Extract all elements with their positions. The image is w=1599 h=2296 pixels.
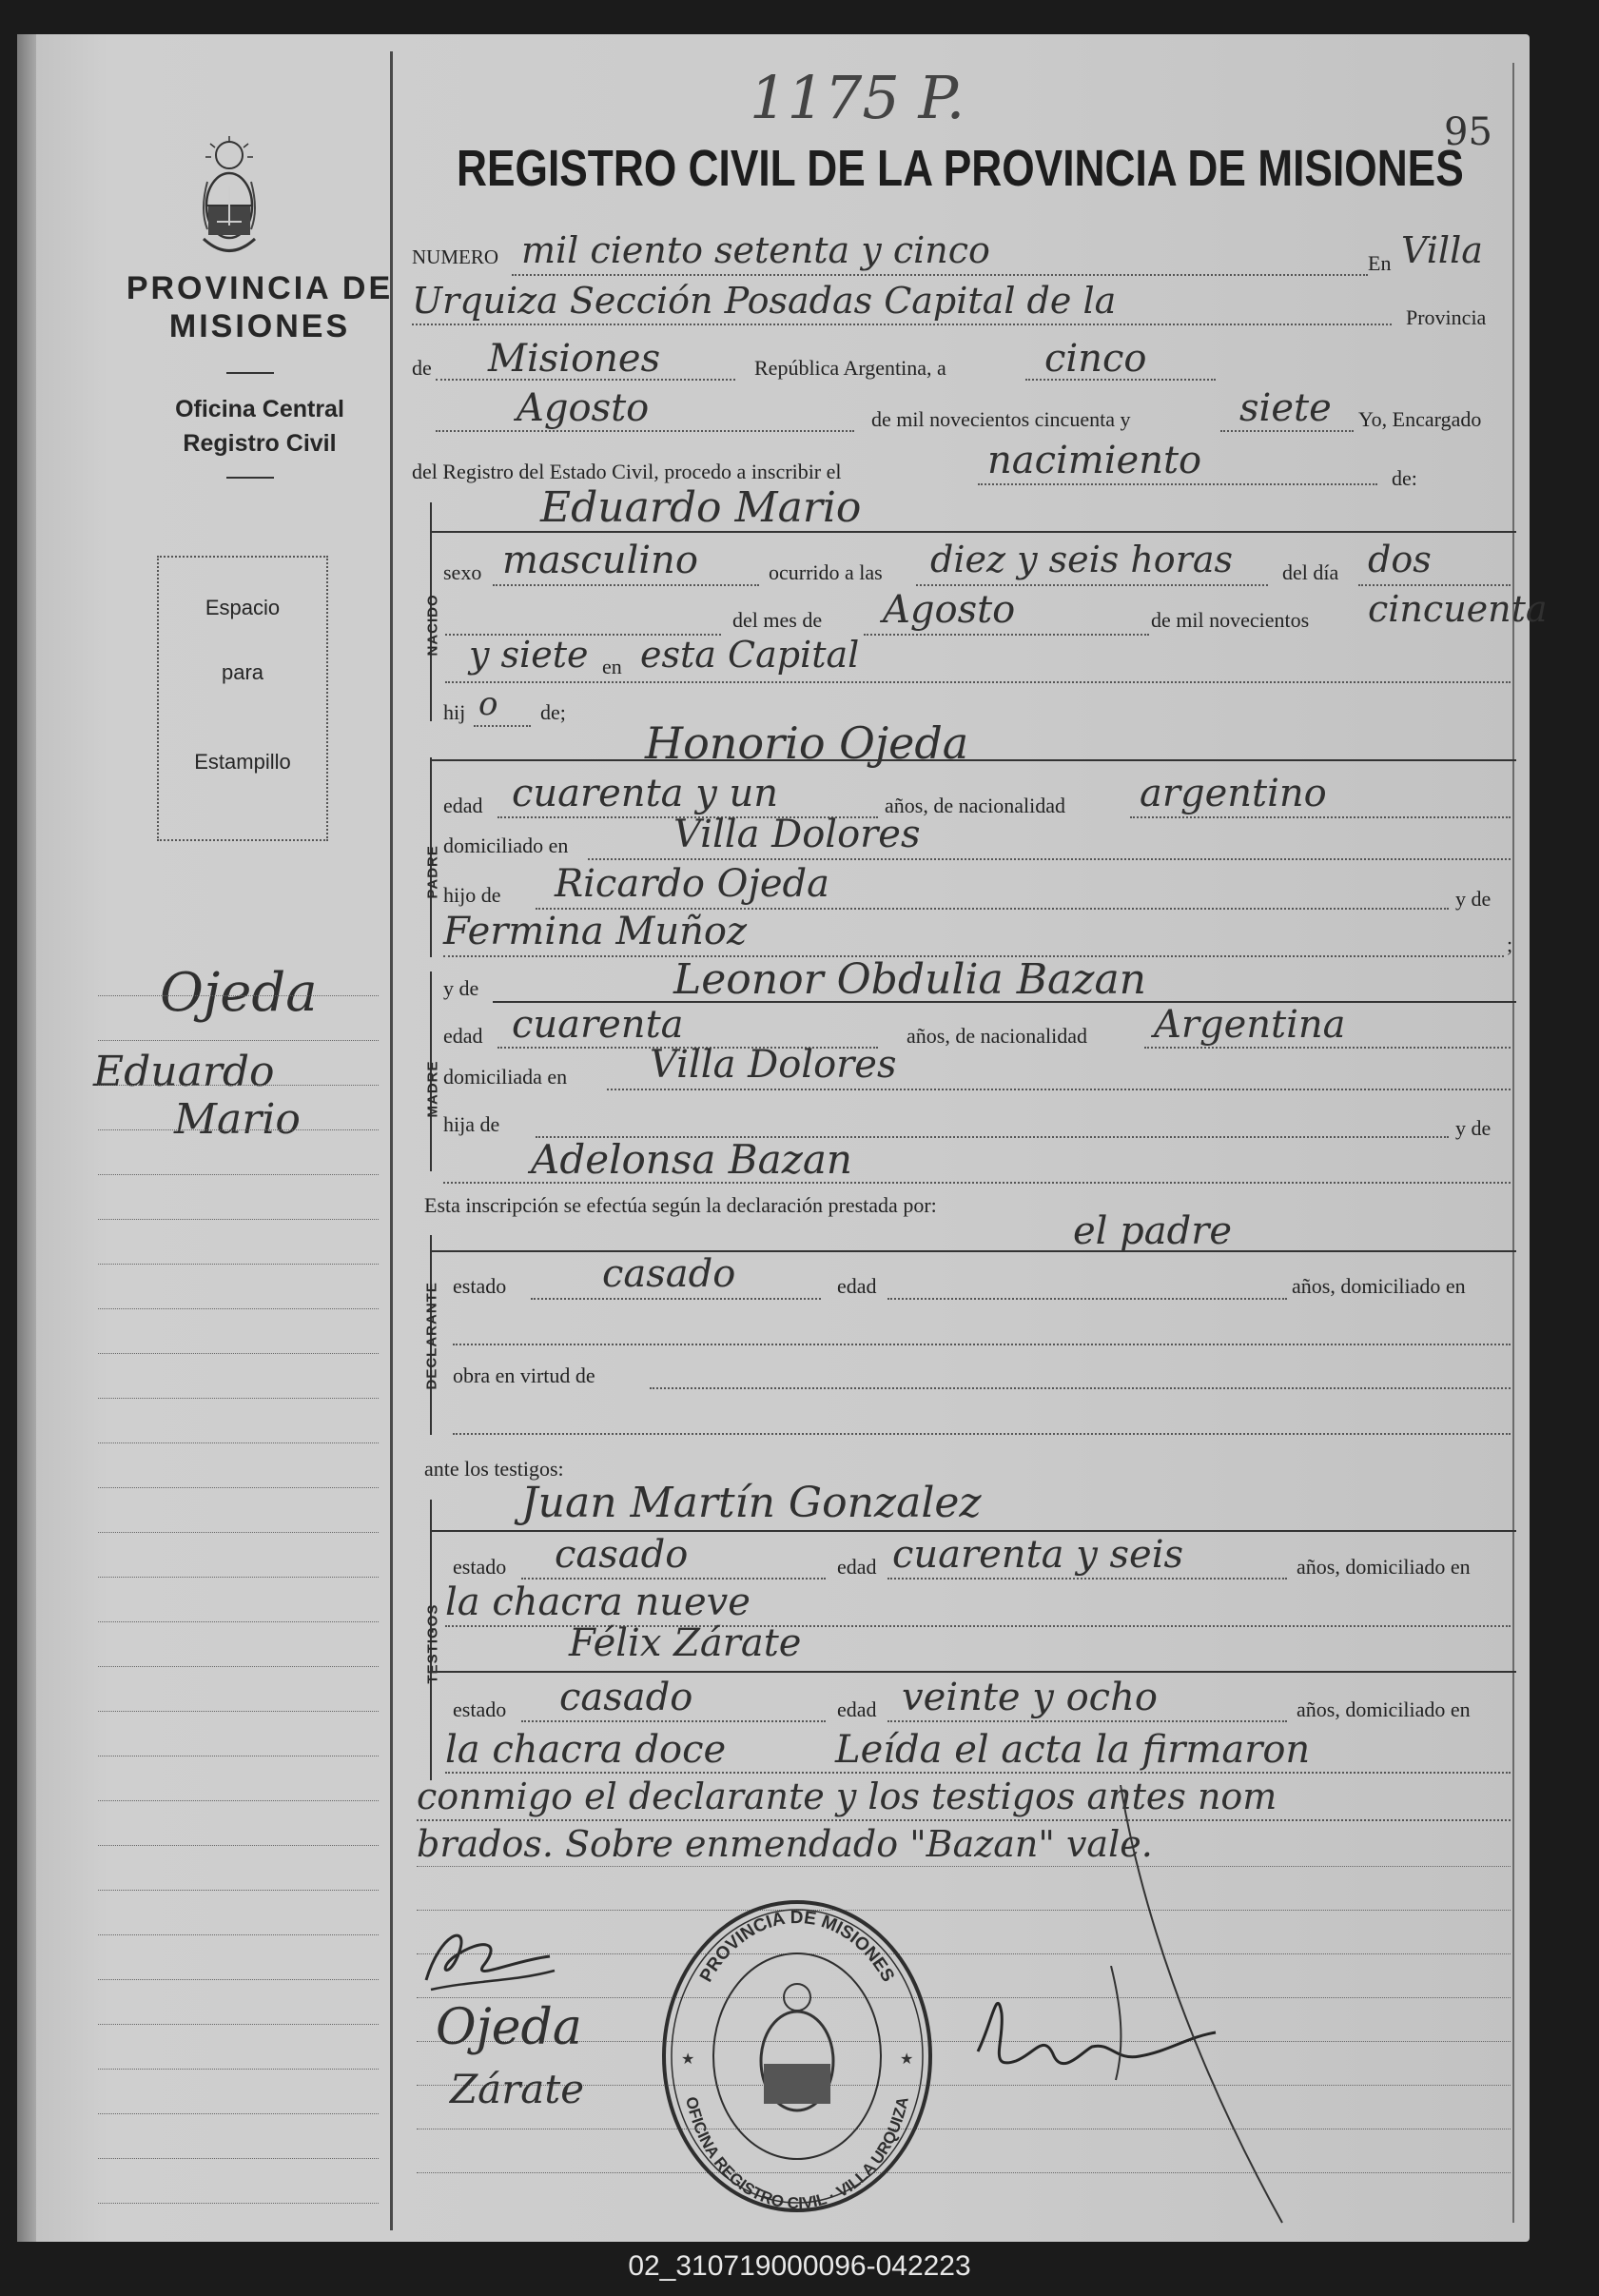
sidebar-rule (226, 477, 274, 479)
archive-number: 1175 P. (750, 63, 965, 132)
madre-section-label: MADRE (424, 1060, 441, 1118)
margin-rule (98, 1621, 379, 1622)
margin-rule (98, 1487, 379, 1488)
testigo2-dom-label: años, domiciliado en (1297, 1697, 1471, 1721)
closing-line-3: brados. Sobre enmendado "Bazan" vale. (417, 1823, 1153, 1865)
padre-edad-label: edad (443, 794, 483, 817)
seal-bottom-text: OFICINA REGISTRO CIVIL · VILLA URQUIZA (682, 2094, 912, 2213)
en-label: En (1368, 251, 1392, 275)
ocurrido-label: ocurrido a las (769, 560, 883, 584)
testigos-label: ante los testigos: (424, 1457, 564, 1481)
dia-label: del día (1282, 560, 1339, 584)
year-label: de mil novecientos cincuenta y (871, 407, 1131, 431)
margin-rule (98, 1129, 379, 1130)
padre-nombre: Honorio Ojeda (645, 717, 969, 769)
official-seal (654, 1894, 940, 2218)
sexo-value: masculino (502, 539, 698, 582)
mes-value: Agosto (883, 588, 1016, 632)
de-label: de (412, 356, 432, 380)
hijo-label: hij (443, 700, 466, 724)
madre-y-de-label: y de (443, 976, 479, 1000)
padre-padre: Ricardo Ojeda (555, 862, 830, 906)
margin-rule (98, 1532, 379, 1533)
declarante-section-label: DECLARANTE (423, 1282, 440, 1390)
madre-dom: Villa Dolores (650, 1043, 897, 1087)
testigo1-estado-label: estado (453, 1555, 507, 1579)
semicolon: ; (1507, 932, 1513, 956)
declarante-value: el padre (1073, 1209, 1233, 1253)
testigos-section-label: TESTIGOS (424, 1603, 441, 1684)
anio-value: cincuenta (1368, 588, 1548, 630)
anio-value-2: y siete (469, 634, 589, 676)
en2-label: en (602, 655, 622, 678)
testigo2-estado-label: estado (453, 1697, 507, 1721)
margin-rule (98, 1219, 379, 1220)
padre-nac: argentino (1140, 772, 1327, 815)
madre-madre: Adelonsa Bazan (531, 1136, 852, 1183)
testigo2-estado: casado (559, 1676, 693, 1719)
madre-y-de-label-2: y de (1455, 1116, 1492, 1140)
numero-label: NUMERO (412, 245, 499, 268)
signature-zarate: Zárate (450, 2066, 585, 2112)
testigo1-dom-label: años, domiciliado en (1297, 1555, 1471, 1579)
sidebar-office: Oficina Central (175, 396, 344, 422)
page-title: REGISTRO CIVIL DE LA PROVINCIA DE MISIONES (457, 140, 1464, 197)
sidebar-province: PROVINCIA DE (126, 270, 394, 306)
margin-rule (98, 1890, 379, 1891)
padre-y-de-label: y de (1455, 887, 1492, 911)
de3-label: de; (540, 700, 566, 724)
seal-top-text: PROVINCIA DE MISIONES (696, 1908, 898, 1986)
testigo2-edad: veinte y ocho (902, 1676, 1158, 1719)
margin-rule (98, 1353, 379, 1354)
margin-rule (98, 1666, 379, 1667)
margin-rule (98, 1308, 379, 1309)
testigo2-edad-label: edad (837, 1697, 877, 1721)
margin-given-name: Mario (174, 1095, 301, 1144)
document-page (17, 34, 1548, 2242)
sidebar-rule (226, 372, 274, 374)
madre-dom-label: domiciliada en (443, 1065, 568, 1089)
svg-text:OFICINA REGISTRO CIVIL · VILLA (682, 2095, 912, 2212)
de2-label: de: (1392, 466, 1417, 490)
margin-rule (98, 1085, 379, 1086)
anio-label: de mil novecientos (1151, 608, 1310, 632)
testigo1-edad: cuarenta y seis (892, 1533, 1184, 1577)
numero-value: mil ciento setenta y cinco (521, 229, 990, 271)
padre-section-label: PADRE (424, 845, 441, 899)
margin-rule (98, 2024, 379, 2025)
dia-value: dos (1368, 539, 1432, 580)
acto-value: nacimiento (987, 439, 1202, 482)
yo-label: Yo, Encargado (1358, 407, 1482, 431)
sidebar-province-name: MISIONES (168, 308, 351, 344)
madre-hija-de-label: hija de (443, 1112, 500, 1136)
padre-dom-label: domiciliado en (443, 834, 569, 857)
madre-nac: Argentina (1154, 1003, 1346, 1047)
place-value: Urquiza Sección Posadas Capital de la (412, 280, 1117, 322)
provincia-value: Misiones (488, 337, 661, 381)
inscripcion-label: Esta inscripción se efectúa según la declaración prestada por: (424, 1193, 937, 1217)
stamp-box-line: Estampillo (194, 750, 291, 774)
sidebar-office-name: Registro Civil (183, 430, 337, 457)
declarante-estado: casado (602, 1252, 736, 1296)
margin-rule (98, 2158, 379, 2159)
margin-rule (98, 1264, 379, 1265)
margin-rule (98, 1174, 379, 1175)
margin-given-name: Eduardo (93, 1048, 275, 1096)
margin-rule (98, 2203, 379, 2204)
form-rule (417, 1910, 1511, 1911)
page-binding (17, 34, 36, 2242)
stamp-box (157, 556, 328, 841)
provincia-label: Provincia (1406, 305, 1487, 329)
form-rule (417, 1953, 1511, 1954)
svg-text:PROVINCIA DE MISIONES (696, 1908, 898, 1986)
coat-of-arms-icon (196, 134, 263, 286)
nombre-value: Eduardo Mario (540, 483, 862, 532)
padre-dom: Villa Dolores (673, 813, 921, 856)
en-value: Villa (1401, 229, 1483, 271)
svg-text:★: ★ (900, 2051, 914, 2068)
madre-nac-label: años, de nacionalidad (907, 1024, 1087, 1048)
svg-text:★: ★ (681, 2051, 695, 2068)
lugar-value: esta Capital (640, 634, 860, 676)
margin-rule (98, 1934, 379, 1935)
madre-nombre: Leonor Obdulia Bazan (673, 955, 1147, 1004)
testigo1-nombre: Juan Martín Gonzalez (521, 1479, 982, 1527)
margin-divider (390, 51, 393, 2230)
margin-rule (98, 2113, 379, 2114)
madre-edad: cuarenta (512, 1003, 684, 1047)
testigo1-edad-label: edad (837, 1555, 877, 1579)
margin-surname: Ojeda (160, 962, 318, 1024)
obra-label: obra en virtud de (453, 1364, 595, 1387)
sexo-label: sexo (443, 560, 482, 584)
stamp-box-line: para (221, 660, 264, 684)
declarante-edad-label: edad (837, 1274, 877, 1298)
republica-label: República Argentina, a (754, 356, 946, 380)
declarante-dom-label: años, domiciliado en (1292, 1274, 1466, 1298)
nacido-section-label: NACIDO (424, 594, 441, 657)
stamp-box-line: Espacio (205, 596, 281, 619)
form-rule (417, 1866, 1511, 1867)
declarante-estado-label: estado (453, 1274, 507, 1298)
testigo2-dom: la chacra doce (445, 1728, 727, 1772)
padre-madre: Fermina Muñoz (443, 910, 748, 953)
month-value: Agosto (517, 386, 650, 430)
testigo2-nombre: Félix Zárate (569, 1621, 802, 1665)
registrar-signature (417, 1913, 559, 1999)
hijo-value: o (478, 685, 498, 723)
margin-rule (98, 1442, 379, 1443)
signature-stroke (1111, 1785, 1301, 2232)
registro-label: del Registro del Estado Civil, procedo a inscribir el (412, 460, 842, 483)
margin-rule (98, 1845, 379, 1846)
margin-rule (98, 1800, 379, 1801)
mes-label: del mes de (732, 608, 823, 632)
margin-rule (98, 995, 379, 996)
margin-rule (98, 1040, 379, 1041)
right-margin-line (1512, 63, 1514, 2223)
madre-edad-label: edad (443, 1024, 483, 1048)
margin-rule (98, 1979, 379, 1980)
margin-rule (98, 1577, 379, 1578)
year-value: siete (1239, 386, 1332, 430)
testigo1-dom: la chacra nueve (445, 1580, 751, 1624)
margin-rule (98, 1398, 379, 1399)
closing-line-1: Leída el acta la firmaron (835, 1728, 1311, 1772)
file-id-footer: 02_310719000096-042223 (0, 2242, 1599, 2296)
padre-edad: cuarenta y un (512, 772, 779, 815)
margin-rule (98, 1711, 379, 1712)
padre-hijo-de-label: hijo de (443, 883, 501, 907)
folio-number: 95 (1444, 110, 1492, 154)
padre-nac-label: años, de nacionalidad (885, 794, 1065, 817)
closing-line-2: conmigo el declarante y los testigos antes nom (417, 1776, 1277, 1817)
signature-ojeda: Ojeda (436, 1999, 582, 2056)
testigo1-estado: casado (555, 1533, 689, 1577)
form-rule (417, 2172, 1511, 2173)
margin-rule (98, 2069, 379, 2070)
day-value: cinco (1044, 337, 1147, 381)
hora-value: diez y seis horas (930, 539, 1234, 580)
